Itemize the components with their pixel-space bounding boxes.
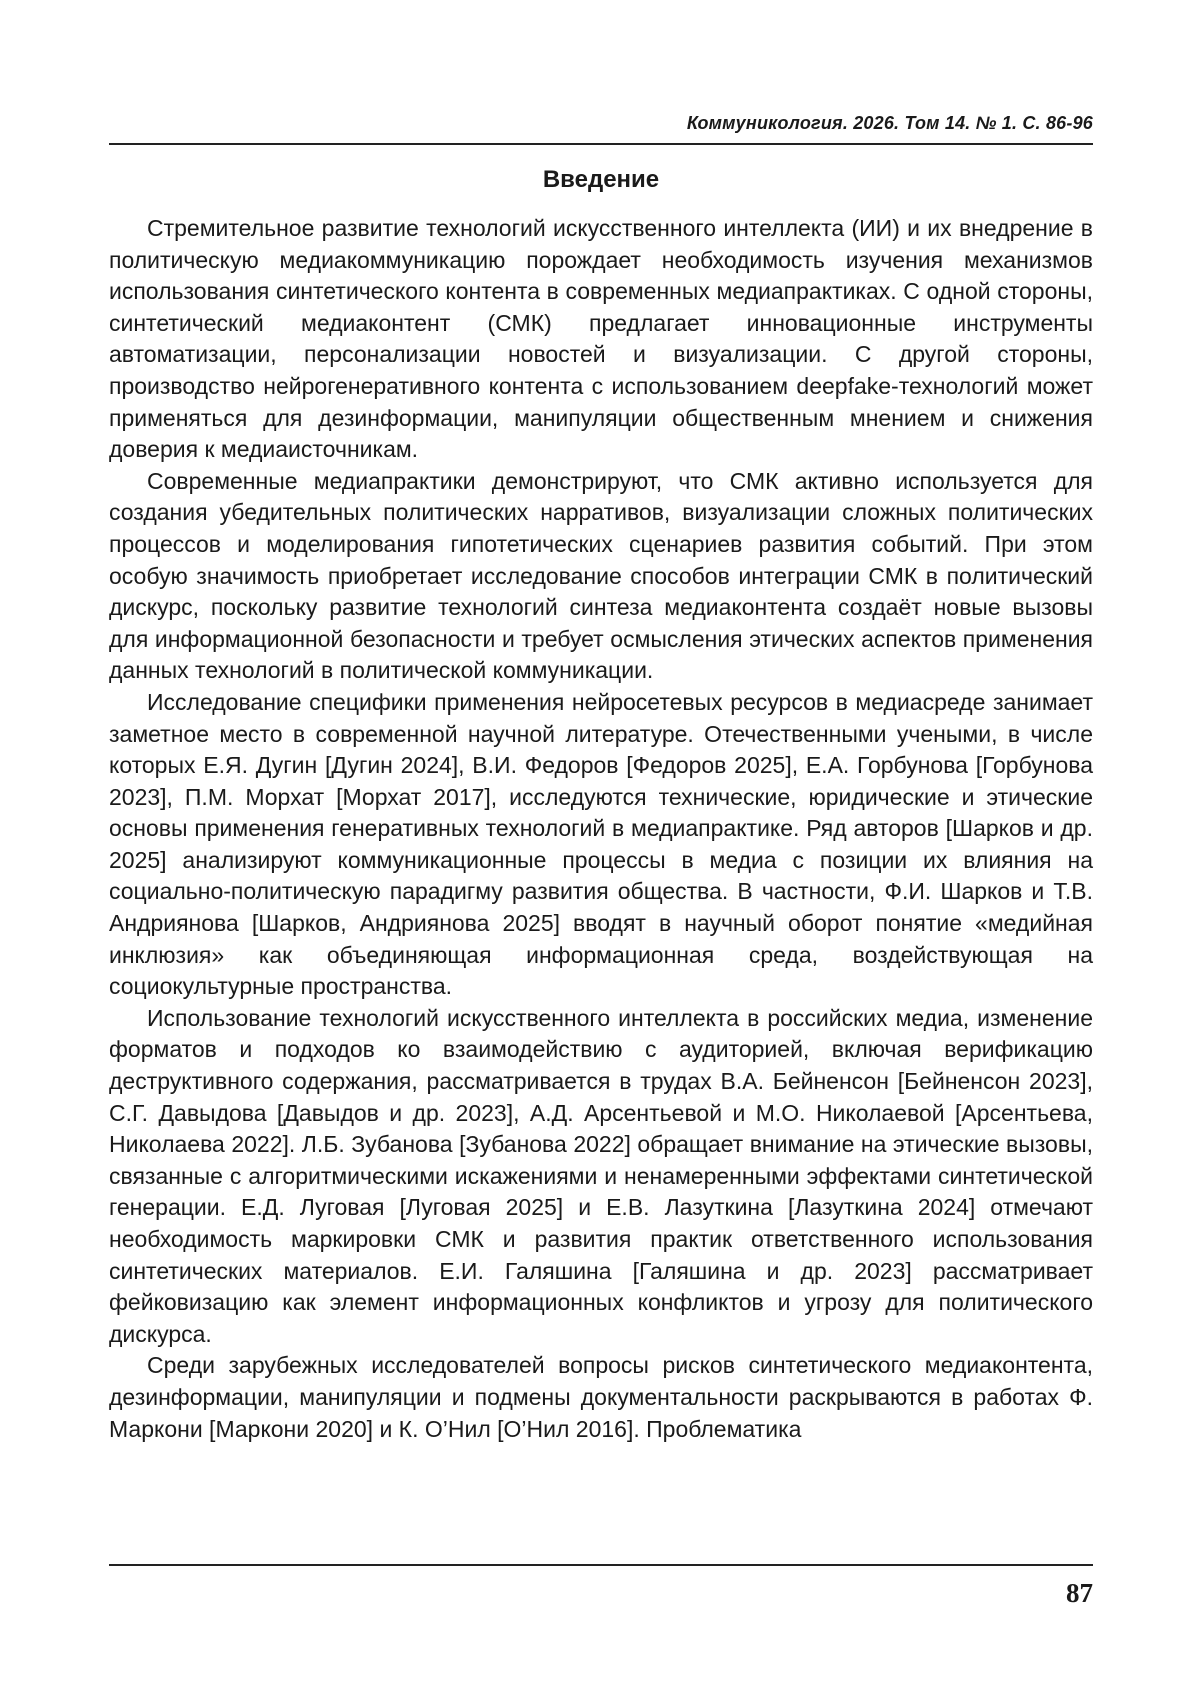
paragraph-4: Использование технологий искусственного интеллекта в российских медиа, изменение форматов и подходов ко взаимодействию с аудиторией, включая верификацию деструктивного содержания, рассматривается в трудах В.А. Бейненсон [Бейненсон 2023], С.Г. Давыдова [Давыдов и др. 2023], А.Д. Арсентьевой и М.О. Николаевой [Арсентьева, Николаева 2022]. Л.Б. Зубанова [Зубанова 2022] обращает внимание на этические вызовы, связанные с алгоритмическими искажениями и ненамеренными эффектами синтетической генерации. Е.Д. Луговая [Луговая 2025] и Е.В. Лазуткина [Лазуткина 2024] отмечают необходимость маркировки СМК и развития практик ответственного использования синтетических материалов. Е.И. Галяшина [Галяшина и др. 2023] рассматривает фейковизацию как элемент информационных конфликтов и угрозу для политического дискурса. [109,1004,1093,1347]
header-rule [109,143,1093,145]
paragraph-5: Среди зарубежных исследователей вопросы рисков синтетического медиаконтента, дезинформации, манипуляции и подмены документальности раскрываются в работах Ф. Маркони [Маркони 2020] и К. О’Нил [О’Нил 2016]. Проблематика [109,1352,1093,1442]
paragraph-1: Стремительное развитие технологий искусственного интеллекта (ИИ) и их внедрение в политическую медиакоммуникацию порождает необходимость изучения механизмов использования синтетического контента в современных медиапрактиках. С одной стороны, синтетический медиаконтент (СМК) предлагает инновационные инструменты автоматизации, персонализации новостей и визуализации. С другой стороны, производство нейрогенеративного контента с использованием deepfake-технологий может применяться для дезинформации, манипуляции общественным мнением и снижения доверия к медиаисточникам. [109,215,1093,463]
running-header: Коммуникология. 2026. Том 14. № 1. С. 86-96 [686,113,1093,133]
paragraph-2: Современные медиапрактики демонстрируют, что СМК активно используется для создания убедительных политических нарративов, визуализации сложных политических процессов и моделирования гипотетических сценариев развития событий. При этом особую значимость приобретает исследование способов интеграции СМК в политический дискурс, поскольку развитие технологий синтеза медиаконтента создаёт новые вызовы для информационной безопасности и требует осмысления этических аспектов применения данных технологий в политической коммуникации. [109,467,1093,684]
section-title: Введение [542,166,660,193]
page-number: 87 [1066,1578,1093,1608]
article-body [109,213,1093,1445]
paragraph-3: Исследование специфики применения нейросетевых ресурсов в медиасреде занимает заметное место в современной научной литературе. Отечественными учеными, в числе которых Е.Я. Дугин [Дугин 2024], В.И. Федоров [Федоров 2025], Е.А. Горбунова [Горбунова 2023], П.М. Морхат [Морхат 2017], исследуются технические, юридические и этические основы применения генеративных технологий в медиапрактике. Ряд авторов [Шарков и др. 2025] анализируют коммуникационные процессы в медиа с позиции их влияния на социально-политическую парадигму развития общества. В частности, Ф.И. Шарков и Т.В. Андриянова [Шарков, Андриянова 2025] вводят в научный оборот понятие «медийная инклюзия» как объединяющая информационная среда, воздействующая на социокультурные пространства. [109,688,1093,1000]
footer-rule [109,1564,1093,1566]
